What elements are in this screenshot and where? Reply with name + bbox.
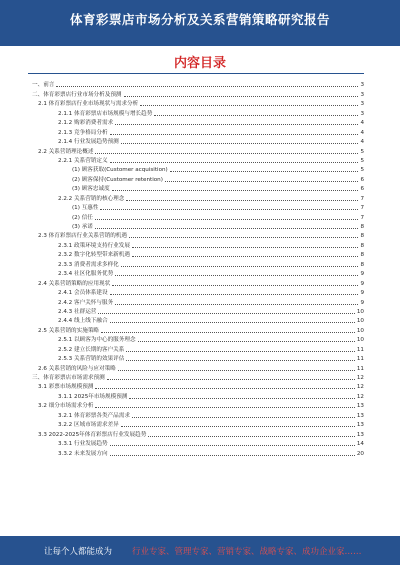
- toc-entry-title: 2.2.2 关系营销的核心理念: [58, 195, 125, 202]
- toc-entry-title: 2.2.1 关系营销定义: [58, 157, 108, 164]
- toc-entry-title: 2.1.3 竞争格局分析: [58, 129, 108, 136]
- toc-entry-title: 一、前言: [32, 82, 55, 89]
- toc-entry[interactable]: [28, 118, 364, 127]
- footer-roles: 行业专家、管理专家、营销专家、战略专家、成功企业家……: [132, 547, 362, 557]
- toc-leader-dots: [98, 312, 354, 314]
- toc-leader-dots: [124, 95, 359, 97]
- toc-leader-dots: [148, 435, 355, 437]
- toc-entry[interactable]: [28, 108, 364, 117]
- toc-entry-title: 3.1.1 2025年市场规模预测: [58, 393, 128, 400]
- toc-leader-dots: [110, 293, 359, 295]
- toc-entry-page: 13: [356, 431, 364, 438]
- toc-leader-dots: [100, 208, 358, 210]
- toc-entry[interactable]: [28, 288, 364, 297]
- toc-entry-page: 13: [356, 422, 364, 429]
- toc-entry-page: 3: [360, 101, 364, 108]
- toc-entry-page: 8: [360, 242, 364, 249]
- toc-entry[interactable]: [28, 420, 364, 429]
- toc-entry-title: 2.5.2 建立长期的客户关系: [58, 346, 125, 353]
- toc-entry[interactable]: [28, 335, 364, 344]
- toc-entry-page: 10: [356, 327, 364, 334]
- toc-entry[interactable]: [28, 222, 364, 231]
- toc-entry[interactable]: [28, 269, 364, 278]
- toc-entry-title: 2.4.1 会员体系建设: [58, 290, 108, 297]
- toc-entry-title: 2.4 关系营销策略的应用现状: [38, 280, 111, 287]
- toc-entry-page: 8: [360, 224, 364, 230]
- toc-heading: 内容目录: [173, 56, 226, 71]
- toc-entry[interactable]: [28, 401, 364, 410]
- toc-entry[interactable]: [28, 297, 364, 306]
- toc-leader-dots: [132, 416, 355, 418]
- footer-banner: [0, 536, 400, 565]
- toc-entry-title: 2.4.4 线上线下融合: [58, 318, 108, 325]
- toc-entry-page: 9: [360, 280, 364, 287]
- toc-entry-page: 12: [356, 384, 364, 391]
- toc-entry[interactable]: [28, 354, 364, 363]
- toc-leader-dots: [115, 274, 358, 276]
- toc-list: [28, 80, 364, 458]
- toc-leader-dots: [110, 321, 355, 323]
- toc-leader-dots: [132, 246, 358, 248]
- toc-entry[interactable]: [28, 259, 364, 268]
- toc-entry-page: 12: [356, 393, 364, 400]
- toc-entry-title: 3.2.2 区域市场需求差异: [58, 422, 119, 429]
- toc-entry-title: 2.3.4 社区化服务优势: [58, 271, 114, 278]
- toc-entry-page: 3: [360, 110, 364, 117]
- toc-leader-dots: [121, 425, 355, 427]
- toc-entry-title: 2.5 关系营销的实施策略: [38, 327, 100, 334]
- toc-entry-page: 10: [356, 318, 364, 325]
- toc-entry-page: 11: [356, 346, 364, 353]
- toc-entry-title: 3.3.1 行业发展趋势: [58, 441, 108, 448]
- toc-entry-title: (1) 顾客获取(Customer acquisition): [72, 167, 168, 174]
- toc-entry-page: 9: [360, 299, 364, 306]
- toc-leader-dots: [154, 114, 358, 116]
- toc-entry-title: 3.1 彩票市场规模预测: [38, 384, 94, 391]
- toc-entry[interactable]: [28, 316, 364, 325]
- toc-entry-page: 8: [360, 233, 364, 240]
- toc-leader-dots: [126, 359, 355, 361]
- toc-entry[interactable]: [28, 439, 364, 448]
- toc-leader-dots: [56, 85, 358, 87]
- toc-entry-page: 8: [360, 252, 364, 259]
- toc-leader-dots: [95, 387, 354, 389]
- toc-entry-title: 2.4.3 社群运营: [58, 308, 97, 315]
- toc-entry-page: 10: [356, 308, 364, 315]
- footer-slogan: 让每个人都能成为: [44, 547, 113, 557]
- toc-entry-page: 7: [360, 195, 364, 202]
- toc-divider: [28, 73, 364, 74]
- toc-entry[interactable]: [28, 184, 364, 193]
- toc-entry[interactable]: [28, 363, 364, 372]
- report-title: 体育彩票店市场分析及关系营销策略研究报告: [69, 12, 330, 27]
- toc-entry-page: 7: [360, 205, 364, 212]
- toc-entry[interactable]: [28, 240, 364, 249]
- toc-leader-dots: [121, 142, 359, 144]
- toc-entry-title: 2.1.4 行业发展趋势预测: [58, 139, 119, 146]
- toc-entry[interactable]: [28, 231, 364, 240]
- toc-leader-dots: [121, 265, 359, 267]
- toc-leader-dots: [95, 152, 358, 154]
- toc-entry-page: 5: [360, 167, 364, 174]
- toc-entry-page: 8: [360, 261, 364, 268]
- toc-leader-dots: [110, 161, 359, 163]
- toc-entry-title: (2) 顾客保持(Customer retention): [72, 176, 163, 183]
- toc-leader-dots: [112, 189, 359, 191]
- toc-entry[interactable]: [28, 307, 364, 316]
- toc-entry[interactable]: [28, 99, 364, 108]
- toc-entry[interactable]: [28, 193, 364, 202]
- toc-entry[interactable]: [28, 165, 364, 174]
- toc-entry-title: 3.3 2022-2025年体育彩票店行业发展趋势: [38, 431, 147, 438]
- toc-entry-title: (2) 信任: [72, 214, 93, 221]
- toc-entry-page: 4: [360, 129, 364, 136]
- toc-leader-dots: [112, 284, 358, 286]
- toc-entry[interactable]: [28, 250, 364, 259]
- toc-leader-dots: [95, 406, 354, 408]
- toc-entry[interactable]: [28, 448, 364, 457]
- toc-leader-dots: [115, 303, 358, 305]
- toc-leader-dots: [126, 350, 355, 352]
- toc-entry[interactable]: [28, 174, 364, 183]
- toc-leader-dots: [129, 397, 354, 399]
- toc-entry[interactable]: [28, 89, 364, 98]
- toc-entry[interactable]: [28, 410, 364, 419]
- toc-entry-page: 9: [360, 271, 364, 278]
- toc-entry[interactable]: [28, 137, 364, 146]
- toc-entry-page: 5: [360, 157, 364, 164]
- header-banner: [0, 0, 400, 46]
- toc-leader-dots: [110, 133, 359, 135]
- toc-leader-dots: [129, 236, 358, 238]
- toc-entry-title: 2.5.3 关系营销的效果评估: [58, 356, 125, 363]
- toc-entry[interactable]: [28, 203, 364, 212]
- toc-entry-page: 3: [360, 91, 364, 98]
- toc-entry-page: 6: [360, 176, 364, 183]
- toc-entry[interactable]: [28, 391, 364, 400]
- toc-entry-page: 20: [356, 450, 364, 457]
- toc-entry[interactable]: [28, 278, 364, 287]
- toc-leader-dots: [110, 454, 355, 456]
- toc-entry-page: 5: [360, 148, 364, 155]
- toc-leader-dots: [95, 227, 359, 229]
- toc-entry-page: 11: [356, 356, 364, 363]
- toc-leader-dots: [118, 369, 355, 371]
- toc-entry-page: 7: [360, 214, 364, 221]
- toc-entry-title: 2.2 关系营销理论概述: [38, 148, 94, 155]
- toc-entry-title: 二、体育彩票店行业市场分析及预测: [32, 91, 122, 98]
- toc-leader-dots: [115, 123, 358, 125]
- toc-leader-dots: [138, 340, 355, 342]
- toc-entry-page: 11: [356, 365, 364, 372]
- toc-entry[interactable]: [28, 325, 364, 334]
- toc-entry-title: (3) 顾客忠诚度: [72, 186, 110, 193]
- toc-leader-dots: [132, 255, 358, 257]
- toc-leader-dots: [140, 104, 358, 106]
- toc-entry[interactable]: [28, 156, 364, 165]
- toc-entry-page: 13: [356, 412, 364, 419]
- toc-leader-dots: [107, 378, 355, 380]
- toc-entry-title: 3.3.2 未来发展方向: [58, 450, 108, 457]
- toc-entry[interactable]: [28, 80, 364, 89]
- toc-entry[interactable]: [28, 146, 364, 155]
- toc-entry[interactable]: [28, 212, 364, 221]
- toc-entry[interactable]: [28, 344, 364, 353]
- toc-entry[interactable]: [28, 382, 364, 391]
- toc-entry[interactable]: [28, 373, 364, 382]
- toc-entry-title: 2.3.3 消费者需求多样化: [58, 261, 119, 268]
- toc-leader-dots: [101, 331, 355, 333]
- toc-leader-dots: [110, 444, 355, 446]
- toc-entry-page: 9: [360, 290, 364, 297]
- toc-leader-dots: [126, 199, 358, 201]
- toc-entry[interactable]: [28, 127, 364, 136]
- toc-entry-title: 2.6 关系营销的风险与应对策略: [38, 365, 116, 372]
- toc-entry-title: 3.2.1 体育彩票各类产品需求: [58, 412, 130, 419]
- toc-entry-title: 3.2 细分市场需求分析: [38, 403, 94, 410]
- toc-entry-page: 14: [356, 441, 364, 448]
- toc-entry-title: 2.4.2 客户关怀与服务: [58, 299, 114, 306]
- toc-leader-dots: [165, 180, 359, 182]
- toc-entry-title: (1) 互惠性: [72, 205, 99, 212]
- toc-entry-page: 13: [356, 403, 364, 410]
- toc-entry-title: 2.1.2 购彩消费者需求: [58, 120, 114, 127]
- toc-entry[interactable]: [28, 429, 364, 438]
- toc-entry-title: 2.3.1 政策环境支持行业发展: [58, 242, 130, 249]
- toc-leader-dots: [95, 218, 359, 220]
- toc-entry-title: 2.3.2 数字化转型带来新机遇: [58, 252, 130, 259]
- toc-entry-title: 2.1.1 体育彩票店市场规模与增长趋势: [58, 110, 153, 117]
- toc-leader-dots: [170, 170, 359, 172]
- toc-entry-title: 三、体育彩票店市场需求预测: [32, 375, 105, 381]
- toc-entry-page: 3: [360, 82, 364, 89]
- toc-entry-title: 2.1 体育彩票店行业市场现状与需求分析: [38, 101, 139, 108]
- toc-entry-page: 4: [360, 139, 364, 146]
- toc-entry-page: 6: [360, 186, 364, 193]
- toc-entry-page: 4: [360, 120, 364, 127]
- toc-entry-page: 12: [356, 375, 364, 381]
- toc-entry-page: 10: [356, 337, 364, 344]
- toc-entry-title: (3) 承诺: [72, 224, 93, 230]
- toc-entry-title: 2.3 体育彩票店行业关系营销的机遇: [38, 233, 127, 240]
- toc-entry-title: 2.5.1 以顾客为中心的服务理念: [58, 337, 136, 344]
